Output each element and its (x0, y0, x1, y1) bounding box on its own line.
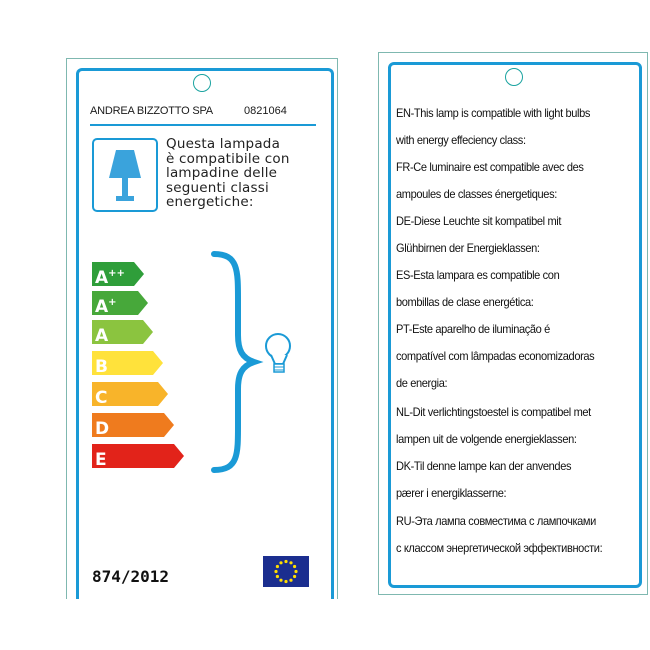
text-line: FR-Ce luminaire est compatible avec des (396, 160, 584, 174)
text-line: PT-Este aparelho de iluminação é (396, 322, 550, 336)
text-line: pærer i energiklasserne: (396, 486, 507, 500)
text-line: DK-Til denne lampe kan der anvendes (396, 459, 572, 473)
energy-class-bar: B (92, 351, 163, 375)
text-line: de energia: (396, 376, 448, 390)
text-line: EN-This lamp is compatible with light bulbs (396, 106, 591, 120)
energy-class-bar: D (92, 413, 174, 437)
hanging-hole-right (505, 68, 523, 86)
text-line: lampen uit de volgende energieklassen: (396, 432, 577, 446)
hanging-hole-left (193, 74, 211, 92)
text-line: Glühbirnen der Energieklassen: (396, 241, 540, 255)
energy-class-bar: C (92, 382, 168, 406)
text-line: compatível com lâmpadas economizadoras (396, 349, 595, 363)
text-line: ES-Esta lampara es compatible con (396, 268, 560, 282)
text-line: NL-Dit verlichtingstoestel is compatibel met (396, 405, 591, 419)
text-line: with energy effeciency class: (396, 133, 526, 147)
header-divider (90, 124, 316, 126)
text-line: RU-Эта лампа совместима с лампочками (396, 514, 596, 528)
text-line: bombillas de clase energética: (396, 295, 534, 309)
eu-flag-icon (263, 556, 309, 587)
text-line: DE-Diese Leuchte sit kompatibel mit (396, 214, 562, 228)
product-code: 0821064 (244, 105, 287, 117)
regulation-number: 874/2012 (92, 567, 170, 586)
energy-class-bar: A (92, 320, 153, 344)
text-line: ampoules de classes énergetiques: (396, 187, 557, 201)
text-line: с классом энергетической эффективности: (396, 541, 603, 555)
brace-and-bulb-icon (208, 250, 308, 475)
energy-class-bar: E (92, 444, 184, 468)
company-name: ANDREA BIZZOTTO SPA (90, 105, 213, 117)
energy-class-bar: A+ (92, 291, 148, 315)
lamp-icon (92, 138, 158, 212)
light-bulb-icon (266, 334, 290, 372)
italian-text: Questa lampada è compatibile con lampadine delle seguenti classi energetiche: (166, 136, 290, 210)
energy-class-bar: A++ (92, 262, 144, 286)
